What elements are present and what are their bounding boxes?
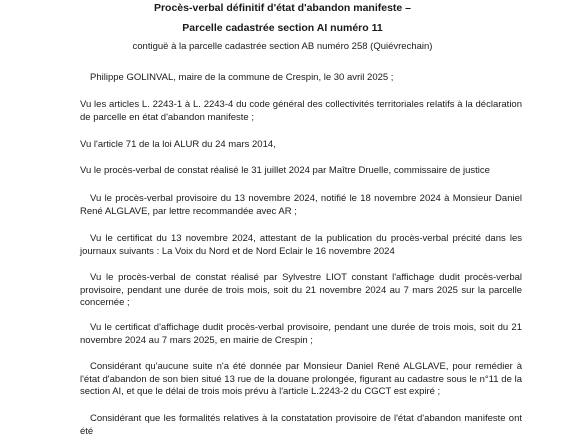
document-subtitle: contiguë à la parcelle cadastrée section AB numéro 258 (Quiévrechain) (132, 41, 433, 52)
paragraph-certificat: Vu le certificat du 13 novembre 2024, attestant de la publication du procès-verbal précité dans les journaux suivants : La Voix du Nord et de Nord Eclair le 16 novembre 2024 (80, 233, 522, 257)
paragraph-alur: Vu l'article 71 de la loi ALUR du 24 mars 2014, (80, 139, 276, 150)
paragraph-considerant-1: Considérant qu'aucune suite n'a été donnée par Monsieur Daniel René ALGLAVE, pour remédier à l'état d'abandon de son bien situé 13 rue de la douane prolongée, figurant au cadastre sous le n°11 de la section AI, et que le délai de trois mois prévu à l'article L.2243-2 du CGCT est expiré ; (80, 361, 522, 397)
paragraph-affichage: Vu le procès-verbal de constat réalisé par Sylvestre LIOT constant l'affichage dudit procès-verbal provisoire, pendant une durée de trois mois, soit du 21 novembre 2024 au 7 mars 2025 sur la parcelle concernée ; (80, 272, 522, 308)
paragraph-articles: Vu les articles L. 2243-1 à L. 2243-4 du code général des collectivités territoriales relatifs à la déclaration de parcelle en état d'abandon manifeste ; (80, 99, 522, 123)
paragraph-constat: Vu le procès-verbal de constat réalisé le 31 juillet 2024 par Maître Druelle, commissaire de justice (80, 165, 490, 176)
paragraph-mayor: Philippe GOLINVAL, maire de la commune de Crespin, le 30 avril 2025 ; (90, 72, 394, 83)
paragraph-certificat-affichage: Vu le certificat d'affichage dudit procès-verbal provisoire, pendant une durée de trois mois, soit du 21 novembre 2024 au 7 mars 2025, en mairie de Crespin ; (80, 322, 522, 346)
document-title-line-1: Procès-verbal définitif d'état d'abandon manifeste – (153, 2, 412, 14)
document-title-line-2: Parcelle cadastrée section AI numéro 11 (182, 22, 383, 34)
paragraph-considerant-2: Considérant que les formalités relatives à la constatation provisoire de l'état d'abandon manifeste ont été (80, 413, 522, 437)
paragraph-pv-provisoire: Vu le procès-verbal provisoire du 13 novembre 2024, notifié le 18 novembre 2024 à Monsieur Daniel René ALGLAVE, par lettre recommandée avec AR ; (80, 193, 522, 217)
